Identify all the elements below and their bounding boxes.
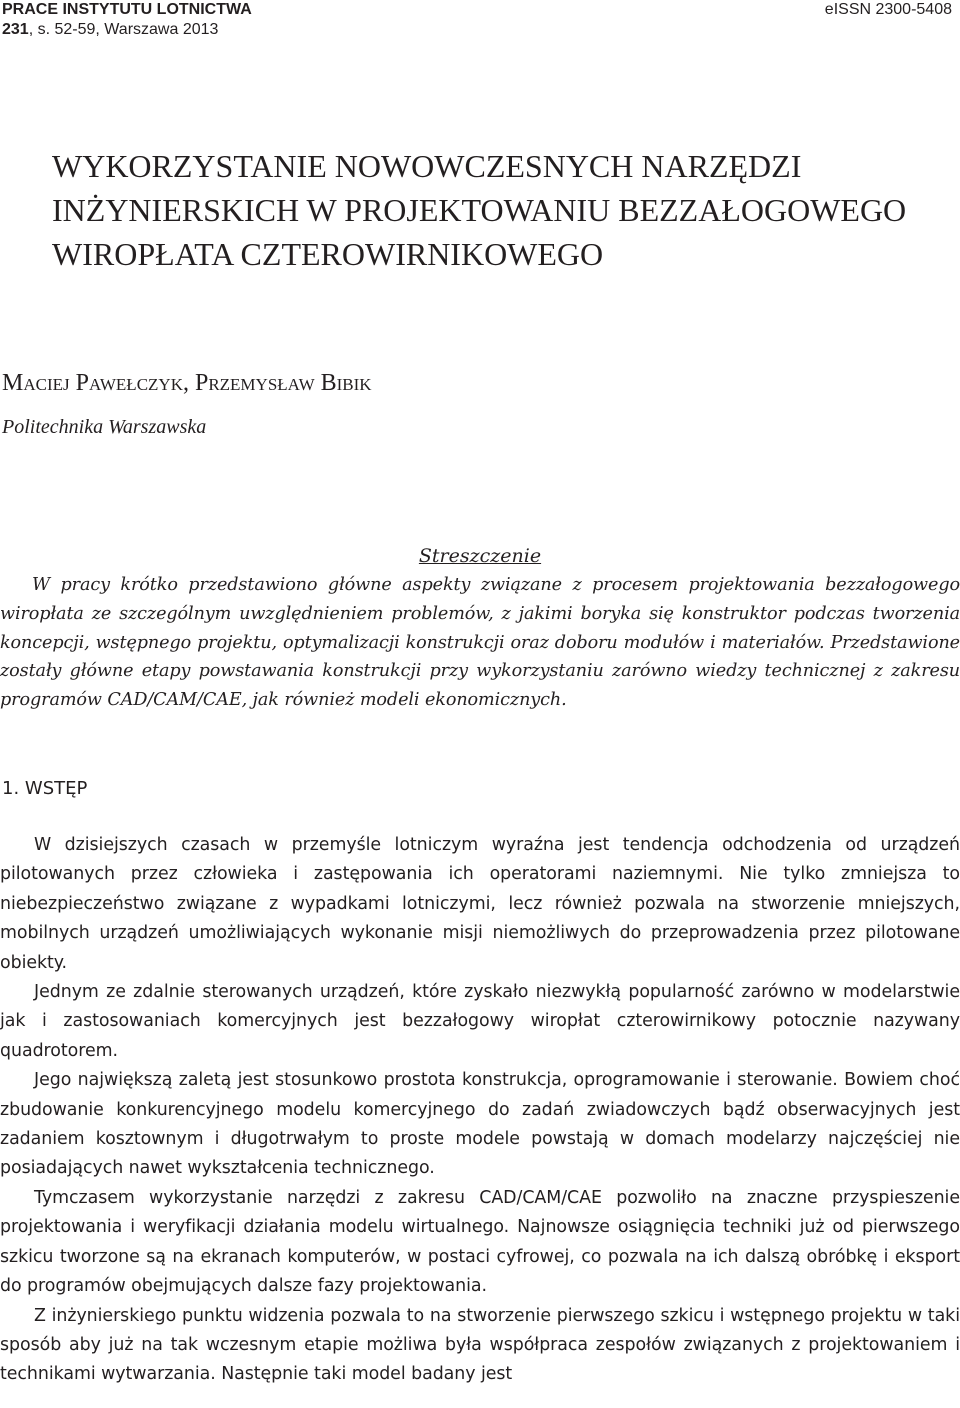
paragraph: Tymczasem wykorzystanie narzędzi z zakresu CAD/CAM/CAE pozwoliło na znaczne przyspieszenie projektowania i weryfikacji działania modelu wirtualnego. Najnowsze osiągnięcia techniki już od pierwszego szkicu tworzone są na ekranach komputerów, w postaci cyfrowej, co pozwala na ich dalszą obróbkę i eksport do programów obejmujących dalsze fazy projektowania. bbox=[0, 1187, 960, 1297]
issue-pages-place-year: , s. 52-59, Warszawa 2013 bbox=[28, 21, 219, 38]
issue-info bbox=[2, 20, 218, 40]
authors: Maciej Pawełczyk, Przemysław Bibik bbox=[2, 370, 372, 396]
title-line: WIROPŁATA CZTEROWIRNIKOWEGO bbox=[52, 236, 604, 272]
paragraph: Z inżynierskiego punktu widzenia pozwala to na stworzenie pierwszego szkicu i wstępnego projektu w taki sposób aby już na tak wczesnym etapie możliwa była współpraca zespołów związanych z projektowaniem i technikami wytwarzania. Następnie taki model badany jest bbox=[0, 1305, 960, 1385]
abstract-text: W pracy krótko przedstawiono główne aspekty związane z procesem projektowania bezzałogowego wiropłata ze szczególnym uwzględnieniem problemów, z jakimi boryka się konstruktor podczas tworzenia koncepcji, wstępnego projektu, optymalizacji konstrukcji oraz doboru modułów i materiałów. Przedstawione zostały główne etapy powstawania konstrukcji przy wykorzystaniu zarówno wiedzy technicznej z zakresu programów CAD/CAM/CAE, jak również modeli ekonomicznych. bbox=[0, 575, 960, 711]
paragraph: Jednym ze zdalnie sterowanych urządzeń, które zyskało niezwykłą popularność zarówno w modelarstwie jak i zastosowaniach komercyjnych jest bezzałogowy wiropłat czterowirnikowy potocznie nazywany quadrotorem. bbox=[0, 982, 960, 1061]
issn: eISSN 2300-5408 bbox=[824, 1, 952, 18]
paragraph: W dzisiejszych czasach w przemyśle lotniczym wyraźna jest tendencja odchodzenia od urządzeń pilotowanych przez człowieka i zastępowania ich operatorami naziemnymi. Nie tylko zmniejsza to niebezpieczeństwo związane z wypadkami lotniczymi, lecz również pozwala na stworzenie mniejszych, mobilnych urządzeń umożliwiających wykonanie misji niemożliwych do przeprowadzenia przez pilotowane obiekty. bbox=[0, 835, 960, 973]
affiliation: Politechnika Warszawska bbox=[2, 416, 207, 438]
title-line: INŻYNIERSKICH W PROJEKTOWANIU BEZZAŁOGOWEGO bbox=[52, 192, 907, 228]
abstract-heading: Streszczenie bbox=[418, 545, 542, 567]
paragraph: Jego największą zaletą jest stosunkowo prostota konstrukcja, oprogramowanie i sterowanie. Bowiem choć zbudowanie konkurencyjnego modelu komercyjnego do zadań zwiadowczych bądź obserwacyjnych jest zadaniem kosztownym i długotrwałym to proste modele powstają w domach modelarzy najczęściej nie posiadających nawet wykształcenia technicznego. bbox=[0, 1070, 960, 1179]
paper-title bbox=[0, 144, 960, 276]
issue-number: 231 bbox=[2, 21, 29, 38]
abstract bbox=[0, 542, 960, 715]
title-line: WYKORZYSTANIE NOWOWCZESNYCH NARZĘDZI bbox=[52, 148, 802, 184]
journal-name: PRACE INSTYTUTU LOTNICTWA bbox=[2, 1, 252, 18]
section-body bbox=[0, 831, 960, 1390]
page-header bbox=[0, 0, 960, 44]
section-heading: 1. WSTĘP bbox=[2, 778, 88, 799]
